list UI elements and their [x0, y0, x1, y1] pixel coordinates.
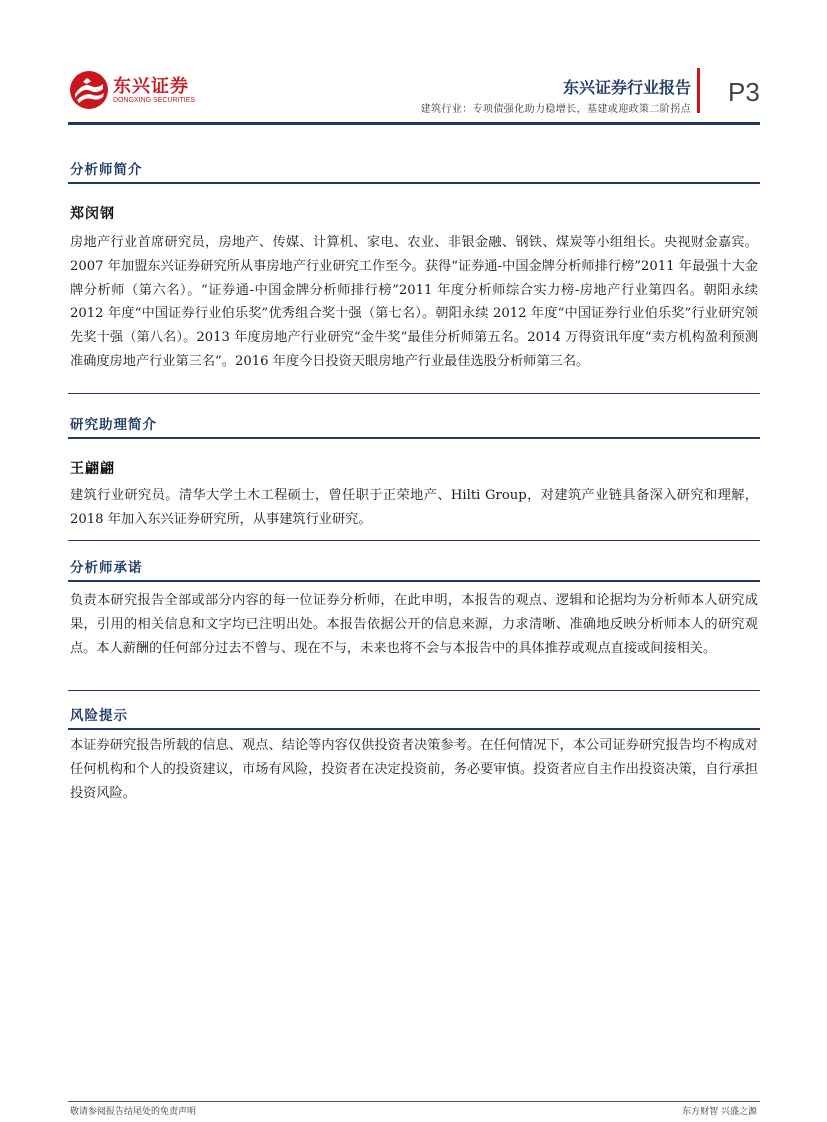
risk-text: 本证券研究报告所载的信息、观点、结论等内容仅供投资者决策参考。在任何情况下，本公司证券研究报告均不构成对任何机构和个人的投资建议，市场有风险，投资者在决定投资前，务必要审慎。投资者应自主作出投资决策，自行承担投资风险。 — [70, 738, 758, 801]
logo-english-name: DONGXING SECURITIES — [113, 97, 196, 104]
section-risk-heading — [68, 704, 760, 730]
footer-disclaimer-note: 敬请参阅报告结尾处的免责声明 — [70, 1107, 197, 1117]
section-assistant-heading — [68, 413, 760, 439]
section-heading-text: 风险提示 — [70, 708, 128, 724]
commitment-text: 负责本研究报告全部或部分内容的每一位证券分析师，在此申明，本报告的观点、逻辑和论据均为分析师本人研究成果，引用的相关信息和文字均已注明出处。本报告依据公开的信息来源，力求清晰、准确地反映分析师本人的研究观点。本人薪酬的任何部分过去不曾与、现在不与，未来也将不会与本报告中的具体推荐或观点直接或间接相关。 — [70, 593, 758, 656]
logo-chinese-name: 东兴证券 — [113, 76, 189, 97]
section-heading-text: 分析师简介 — [70, 162, 143, 178]
section-heading-text: 分析师承诺 — [70, 560, 143, 576]
assistant-name: 王翩翩 — [70, 461, 115, 477]
page-number: P3 — [728, 77, 760, 107]
section-commitment-heading — [68, 556, 760, 582]
page-header — [0, 0, 827, 130]
section-analyst-heading — [68, 158, 760, 184]
section-divider — [68, 690, 760, 691]
assistant-bio: 建筑行业研究员。清华大学土木工程硕士，曾任职于正荣地产、Hilti Group，对建筑产业链具备深入研究和理解，2018 年加入东兴证券研究所，从事建筑行业研究。 — [70, 488, 758, 527]
section-divider — [68, 540, 760, 541]
section-heading-text: 研究助理简介 — [70, 417, 157, 433]
company-logo — [69, 70, 204, 115]
header-divider — [697, 68, 700, 113]
section-divider — [68, 393, 760, 394]
analyst-name: 郑闵钢 — [70, 206, 115, 222]
logo-emblem-icon — [69, 70, 109, 110]
analyst-bio: 房地产行业首席研究员，房地产、传媒、计算机、家电、农业、非银金融、钢铁、煤炭等小组组长。央视财金嘉宾。2007 年加盟东兴证券研究所从事房地产行业研究工作至今。获得“证券通-中国金牌分析师排行榜”2011 年最强十大金牌分析师（第六名）。“证券通-中国金牌分析师排行榜”2011 年度分析师综合实力榜-房地产行业第四名。朝阳永续 2012 年度“中国证券行业伯乐奖”优秀组合奖十强（第七名）。朝阳永续 2012 年度“中国证券行业伯乐奖”行业研究领先奖十强（第八名）。2013 年度房地产行业研究“金牛奖”最佳分析师第五名。2014 万得资讯年度“卖方机构盈利预测准确度房地产行业第三名”。2016 年度今日投资天眼房地产行业最佳选股分析师第三名。 — [70, 235, 758, 369]
footer-rule — [68, 1101, 760, 1102]
report-subtitle: 建筑行业：专项债强化助力稳增长，基建或迎政策二阶拐点 — [420, 104, 691, 115]
report-series-title: 东兴证券行业报告 — [562, 78, 691, 97]
header-rule — [68, 122, 760, 125]
footer-slogan: 东方财智 兴盛之源 — [682, 1107, 757, 1117]
